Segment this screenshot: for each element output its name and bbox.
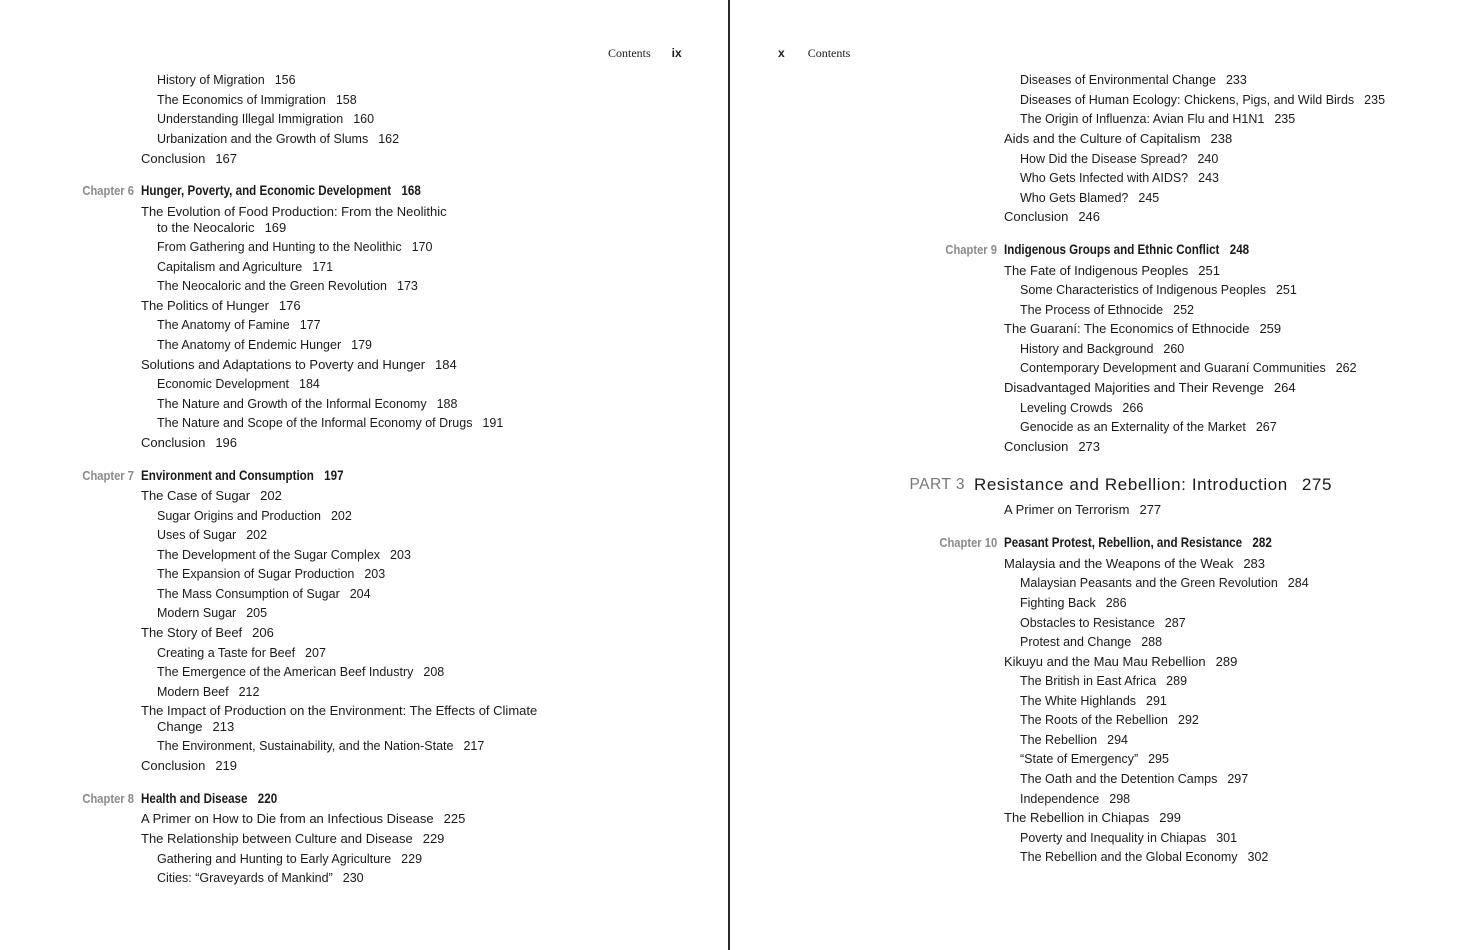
entry-title: Change xyxy=(157,719,203,734)
entry-title: Creating a Taste for Beef xyxy=(157,646,296,660)
entry-page: 235 xyxy=(1364,93,1386,107)
chapter-label: Chapter 10 xyxy=(939,535,997,550)
entry-title: Malaysia and the Weapons of the Weak xyxy=(1004,556,1234,571)
page-gutter xyxy=(728,0,730,950)
entry-page: 301 xyxy=(1216,831,1238,845)
entry-page: 184 xyxy=(435,357,457,372)
toc-entry[interactable] xyxy=(141,204,447,220)
entry-title: Conclusion xyxy=(141,758,206,773)
toc-entry-continuation[interactable] xyxy=(157,719,234,735)
entry-title: to the Neocaloric xyxy=(157,220,255,235)
entry-title: Disadvantaged Majorities and Their Revenge xyxy=(1004,380,1264,395)
toc-entry[interactable] xyxy=(1020,111,1295,127)
entry-page: 229 xyxy=(422,831,445,846)
toc-entry[interactable] xyxy=(1020,341,1184,357)
entry-title: The Neocaloric and the Green Revolution xyxy=(157,279,387,293)
entry-title: The Rebellion xyxy=(1020,733,1098,747)
entry-page: 289 xyxy=(1215,654,1238,669)
entry-title: A Primer on Terrorism xyxy=(1004,502,1130,517)
entry-title: The Guaraní: The Economics of Ethnocide xyxy=(1004,321,1250,336)
entry-page: 292 xyxy=(1178,713,1199,727)
entry-page: 262 xyxy=(1335,361,1357,375)
entry-title: The White Highlands xyxy=(1020,694,1137,708)
entry-title: Conclusion xyxy=(141,435,206,450)
chapter-label: Chapter 7 xyxy=(82,468,134,483)
entry-title: Malaysian Peasants and the Green Revolution xyxy=(1020,576,1278,590)
entry-title: History of Migration xyxy=(157,73,265,87)
entry-title: History and Background xyxy=(1020,342,1154,356)
entry-page: 171 xyxy=(312,260,334,274)
entry-title: Capitalism and Agriculture xyxy=(157,260,303,274)
entry-page: 291 xyxy=(1146,694,1167,708)
entry-page: 158 xyxy=(335,93,357,107)
entry-page: 170 xyxy=(411,240,433,254)
entry-page: 188 xyxy=(436,397,458,411)
entry-title: The Nature and Scope of the Informal Economy of Drugs xyxy=(157,416,473,430)
toc-entry[interactable] xyxy=(157,317,321,333)
entry-page: 196 xyxy=(215,435,238,450)
entry-page: 207 xyxy=(305,646,326,660)
entry-page: 273 xyxy=(1078,439,1101,454)
entry-page: 173 xyxy=(397,279,418,293)
toc-entry[interactable] xyxy=(157,605,267,621)
toc-entry[interactable] xyxy=(157,415,503,431)
toc-entry[interactable] xyxy=(1004,263,1220,279)
toc-entry[interactable] xyxy=(141,488,282,504)
toc-entry[interactable] xyxy=(157,92,357,108)
entry-title: The British in East Africa xyxy=(1020,674,1157,688)
toc-entry[interactable] xyxy=(157,870,364,886)
chapter-page: 168 xyxy=(401,183,421,198)
entry-title: The Relationship between Culture and Disease xyxy=(141,831,413,846)
entry-page: 191 xyxy=(482,416,504,430)
toc-entry[interactable] xyxy=(1004,654,1237,670)
toc-entry[interactable] xyxy=(1004,209,1100,225)
entry-page: 179 xyxy=(351,338,372,352)
entry-title: The Anatomy of Famine xyxy=(157,318,290,332)
entry-page: 177 xyxy=(299,318,321,332)
entry-title: A Primer on How to Die from an Infectious Disease xyxy=(141,811,434,826)
toc-entry[interactable] xyxy=(141,758,237,774)
entry-page: 266 xyxy=(1122,401,1144,415)
entry-title: Poverty and Inequality in Chiapas xyxy=(1020,831,1207,845)
toc-entry[interactable] xyxy=(141,811,465,827)
toc-entry[interactable] xyxy=(1020,595,1127,611)
toc-entry[interactable] xyxy=(1020,302,1194,318)
entry-title: From Gathering and Hunting to the Neolithic xyxy=(157,240,402,254)
toc-entry[interactable] xyxy=(1020,830,1237,846)
entry-title: The Evolution of Food Production: From the Neolithic xyxy=(141,204,447,219)
chapter-title: Health and Disease xyxy=(141,791,248,806)
entry-page: 229 xyxy=(401,852,423,866)
entry-title: Leveling Crowds xyxy=(1020,401,1113,415)
chapter-heading[interactable] xyxy=(82,183,466,199)
toc-entry-continuation[interactable] xyxy=(157,220,286,236)
toc-entry[interactable] xyxy=(141,151,237,167)
entry-title: Kikuyu and the Mau Mau Rebellion xyxy=(1004,654,1206,669)
entry-title: Economic Development xyxy=(157,377,290,391)
toc-entry[interactable] xyxy=(157,527,267,543)
entry-title: The Story of Beef xyxy=(141,625,243,640)
entry-title: The Expansion of Sugar Production xyxy=(157,567,355,581)
toc-entry[interactable] xyxy=(1020,693,1167,709)
entry-page: 252 xyxy=(1173,303,1194,317)
entry-page: 202 xyxy=(260,488,282,503)
part-label: PART 3 xyxy=(909,476,965,493)
entry-title: Gathering and Hunting to Early Agriculture xyxy=(157,852,392,866)
toc-entry[interactable] xyxy=(157,547,411,563)
entry-title: The Environment, Sustainability, and the Nation-State xyxy=(157,739,454,753)
toc-entry[interactable] xyxy=(1020,575,1309,591)
toc-entry[interactable] xyxy=(1004,131,1232,147)
entry-page: 156 xyxy=(274,73,296,87)
chapter-title: Hunger, Poverty, and Economic Development xyxy=(141,183,392,198)
entry-title: The Fate of Indigenous Peoples xyxy=(1004,263,1189,278)
toc-entry[interactable] xyxy=(1020,634,1162,650)
toc-entry[interactable] xyxy=(1020,615,1186,631)
toc-entry[interactable] xyxy=(157,72,296,88)
entry-title: The Rebellion in Chiapas xyxy=(1004,810,1150,825)
entry-title: The Rebellion and the Global Economy xyxy=(1020,850,1238,864)
toc-entry[interactable] xyxy=(1020,771,1248,787)
toc-entry[interactable] xyxy=(1020,849,1268,865)
entry-page: 294 xyxy=(1107,733,1128,747)
entry-title: Independence xyxy=(1020,792,1100,806)
entry-page: 206 xyxy=(252,625,274,640)
entry-title: Who Gets Infected with AIDS? xyxy=(1020,171,1189,185)
entry-page: 208 xyxy=(423,665,445,679)
entry-page: 243 xyxy=(1198,171,1219,185)
entry-page: 203 xyxy=(364,567,386,581)
entry-title: Contemporary Development and Guaraní Communities xyxy=(1020,361,1326,375)
left-running-head xyxy=(608,46,682,61)
entry-title: The Mass Consumption of Sugar xyxy=(157,587,340,601)
entry-title: Sugar Origins and Production xyxy=(157,509,321,523)
toc-entry[interactable] xyxy=(1020,92,1385,108)
right-running-head xyxy=(778,46,850,61)
entry-title: Understanding Illegal Immigration xyxy=(157,112,344,126)
entry-title: Aids and the Culture of Capitalism xyxy=(1004,131,1201,146)
toc-entry[interactable] xyxy=(1020,72,1247,88)
entry-title: Solutions and Adaptations to Poverty and Hunger xyxy=(141,357,426,372)
toc-entry[interactable] xyxy=(1004,439,1100,455)
entry-title: How Did the Disease Spread? xyxy=(1020,152,1188,166)
toc-entry[interactable] xyxy=(141,435,237,451)
entry-page: 184 xyxy=(299,377,320,391)
toc-entry[interactable] xyxy=(157,278,418,294)
toc-entry[interactable] xyxy=(1020,673,1187,689)
entry-page: 162 xyxy=(378,132,400,146)
entry-title: “State of Emergency” xyxy=(1020,752,1139,766)
entry-page: 299 xyxy=(1159,810,1181,825)
entry-page: 297 xyxy=(1227,772,1249,786)
entry-title: Modern Sugar xyxy=(157,606,237,620)
toc-entry[interactable] xyxy=(1004,321,1281,337)
toc-entry[interactable] xyxy=(1020,190,1159,206)
entry-page: 246 xyxy=(1078,209,1101,224)
toc-entry[interactable] xyxy=(141,357,457,373)
chapter-label: Chapter 6 xyxy=(82,183,134,198)
toc-entry[interactable] xyxy=(157,664,444,680)
entry-page: 213 xyxy=(212,719,235,734)
toc-entry[interactable] xyxy=(141,703,537,719)
entry-title: Uses of Sugar xyxy=(157,528,237,542)
toc-entry[interactable] xyxy=(1020,400,1143,416)
part-page: 275 xyxy=(1301,475,1333,494)
page-number: ix xyxy=(671,46,682,60)
toc-entry[interactable] xyxy=(157,508,352,524)
toc-entry[interactable] xyxy=(1004,556,1265,572)
entry-page: 277 xyxy=(1139,502,1162,517)
toc-entry[interactable] xyxy=(1020,151,1218,167)
chapter-page: 282 xyxy=(1252,535,1272,550)
entry-title: Diseases of Human Ecology: Chickens, Pigs, and Wild Birds xyxy=(1020,93,1355,107)
entry-title: Modern Beef xyxy=(157,685,229,699)
part-heading[interactable] xyxy=(909,475,1333,496)
toc-entry[interactable] xyxy=(157,851,422,867)
entry-title: The Economics of Immigration xyxy=(157,93,326,107)
entry-page: 167 xyxy=(215,151,238,166)
toc-entry[interactable] xyxy=(1004,502,1161,518)
chapter-heading[interactable] xyxy=(82,791,299,807)
entry-title: The Politics of Hunger xyxy=(141,298,269,313)
chapter-label: Chapter 8 xyxy=(82,791,134,806)
toc-entry[interactable] xyxy=(141,831,444,847)
entry-page: 284 xyxy=(1287,576,1309,590)
entry-page: 251 xyxy=(1275,283,1297,297)
entry-page: 264 xyxy=(1273,380,1296,395)
entry-title: Some Characteristics of Indigenous Peoples xyxy=(1020,283,1266,297)
entry-page: 267 xyxy=(1255,420,1277,434)
chapter-page: 220 xyxy=(257,791,278,806)
entry-page: 205 xyxy=(246,606,268,620)
entry-page: 238 xyxy=(1210,131,1233,146)
toc-entry[interactable] xyxy=(141,298,301,314)
toc-entry[interactable] xyxy=(1020,712,1199,728)
entry-title: The Case of Sugar xyxy=(141,488,251,503)
toc-entry[interactable] xyxy=(157,566,385,582)
toc-entry[interactable] xyxy=(1020,360,1357,376)
entry-title: The Roots of the Rebellion xyxy=(1020,713,1169,727)
entry-page: 288 xyxy=(1141,635,1163,649)
entry-page: 235 xyxy=(1274,112,1296,126)
entry-page: 212 xyxy=(238,685,260,699)
chapter-heading[interactable] xyxy=(82,468,377,484)
entry-title: The Emergence of the American Beef Industry xyxy=(157,665,414,679)
entry-page: 225 xyxy=(443,811,466,826)
entry-title: The Process of Ethnocide xyxy=(1020,303,1164,317)
chapter-page: 197 xyxy=(324,468,344,483)
entry-page: 283 xyxy=(1243,556,1266,571)
toc-entry[interactable] xyxy=(157,337,372,353)
running-head-title: Contents xyxy=(807,46,851,60)
entry-page: 230 xyxy=(342,871,364,885)
entry-page: 176 xyxy=(278,298,301,313)
entry-page: 202 xyxy=(330,509,352,523)
chapter-label: Chapter 9 xyxy=(945,242,997,257)
entry-title: Diseases of Environmental Change xyxy=(1020,73,1216,87)
entry-page: 233 xyxy=(1225,73,1247,87)
toc-entry[interactable] xyxy=(1020,732,1128,748)
toc-entry[interactable] xyxy=(1004,380,1296,396)
entry-page: 202 xyxy=(246,528,268,542)
chapter-title: Indigenous Groups and Ethnic Conflict xyxy=(1004,242,1220,257)
entry-page: 298 xyxy=(1109,792,1131,806)
entry-page: 260 xyxy=(1163,342,1185,356)
toc-entry[interactable] xyxy=(157,396,457,412)
entry-title: The Impact of Production on the Environment: The Effects of Climate xyxy=(141,703,538,718)
entry-title: Fighting Back xyxy=(1020,596,1096,610)
toc-entry[interactable] xyxy=(157,376,320,392)
entry-page: 259 xyxy=(1259,321,1282,336)
chapter-page: 248 xyxy=(1229,242,1250,257)
entry-title: The Anatomy of Endemic Hunger xyxy=(157,338,342,352)
toc-entry[interactable] xyxy=(157,239,432,255)
chapter-heading[interactable] xyxy=(939,535,1315,551)
entry-title: The Oath and the Detention Camps xyxy=(1020,772,1218,786)
entry-title: The Nature and Growth of the Informal Economy xyxy=(157,397,427,411)
entry-title: Obstacles to Resistance xyxy=(1020,616,1155,630)
entry-page: 217 xyxy=(463,739,485,753)
entry-title: Who Gets Blamed? xyxy=(1020,191,1129,205)
chapter-title: Peasant Protest, Rebellion, and Resistance xyxy=(1004,535,1243,550)
entry-title: Conclusion xyxy=(1004,439,1069,454)
toc-entry[interactable] xyxy=(1020,791,1130,807)
toc-entry[interactable] xyxy=(1020,751,1169,767)
toc-entry[interactable] xyxy=(157,645,326,661)
toc-entry[interactable] xyxy=(1004,810,1181,826)
entry-page: 295 xyxy=(1148,752,1169,766)
toc-entry[interactable] xyxy=(1020,170,1219,186)
entry-title: Cities: “Graveyards of Mankind” xyxy=(157,871,333,885)
toc-entry[interactable] xyxy=(157,684,259,700)
entry-title: Urbanization and the Growth of Slums xyxy=(157,132,369,146)
entry-page: 251 xyxy=(1198,263,1220,278)
entry-title: Conclusion xyxy=(1004,209,1069,224)
toc-entry[interactable] xyxy=(157,131,399,147)
chapter-title: Environment and Consumption xyxy=(141,468,314,483)
chapter-heading[interactable] xyxy=(945,242,1289,258)
page-number: x xyxy=(778,46,785,60)
toc-entry[interactable] xyxy=(157,586,371,602)
entry-title: The Development of the Sugar Complex xyxy=(157,548,381,562)
entry-page: 203 xyxy=(390,548,411,562)
entry-page: 286 xyxy=(1105,596,1127,610)
toc-entry[interactable] xyxy=(1020,419,1277,435)
toc-entry[interactable] xyxy=(141,625,274,641)
entry-page: 302 xyxy=(1247,850,1269,864)
entry-title: Genocide as an Externality of the Market xyxy=(1020,420,1246,434)
entry-page: 287 xyxy=(1164,616,1186,630)
entry-page: 240 xyxy=(1197,152,1219,166)
toc-entry[interactable] xyxy=(157,259,333,275)
entry-title: The Origin of Influenza: Avian Flu and H1N1 xyxy=(1020,112,1265,126)
entry-page: 169 xyxy=(264,220,287,235)
entry-title: Protest and Change xyxy=(1020,635,1132,649)
entry-page: 289 xyxy=(1166,674,1188,688)
entry-page: 219 xyxy=(215,758,238,773)
entry-page: 160 xyxy=(353,112,375,126)
part-title: Resistance and Rebellion: Introduction xyxy=(974,475,1288,494)
entry-page: 204 xyxy=(349,587,371,601)
entry-title: Conclusion xyxy=(141,151,206,166)
toc-entry[interactable] xyxy=(157,738,484,754)
entry-page: 245 xyxy=(1138,191,1160,205)
running-head-title: Contents xyxy=(608,46,651,60)
toc-entry[interactable] xyxy=(1020,282,1297,298)
toc-entry[interactable] xyxy=(157,111,374,127)
